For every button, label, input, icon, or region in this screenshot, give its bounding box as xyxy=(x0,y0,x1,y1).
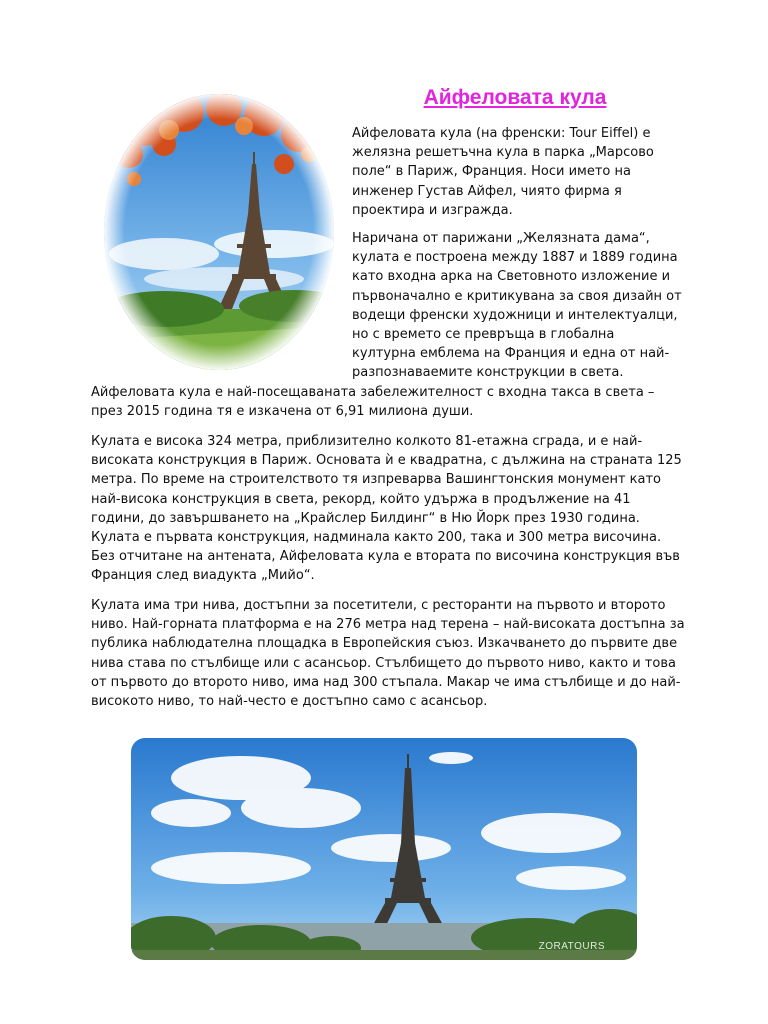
eiffel-tower-autumn-photo xyxy=(104,94,334,370)
paragraph-history: Наричана от парижани „Желязната дама“, кулата е построена между 1887 и 1889 година като входна арка на Световното изложение и първоначално е критикувана за своя дизайн от водещи френски художници и интелектуалци, но с времето се превръща в глобална културна емблема на Франция и една от най-разпознаваемите конструкции в света. xyxy=(352,231,682,381)
photo-watermark: ZORATOURS xyxy=(538,941,605,952)
paragraph-levels: Кулата има три нива, достъпни за посетители, с ресторанти на първото и второто ниво. Най-горната платформа е на 276 метра над терена – най-високата достъпна за публика наблюдателна площадка в Европейския съюз. Изкачването до първите две нива става по стълбище или с асансьор. Стълбището до първото ниво, както и това от първото до второто ниво, има над 300 стъпала. Макар че има стълбище и до най-високото ниво, то най-често е достъпно само с асансьор. xyxy=(91,598,685,710)
paragraph-visitors: Айфеловата кула е най-посещаваната забележителност с входна такса в света – през 2015 година тя е изкачена от 6,91 милиона души. xyxy=(91,385,655,420)
paragraph-intro: Айфеловата кула (на френски: Tour Eiffel) е желязна решетъчна кула в парка „Марсово поле“ в Париж, Франция. Носи името на инженер Густав Айфел, чиято фирма я проектира и изгражда. xyxy=(352,126,654,218)
page-title: Айфеловата кула xyxy=(423,86,607,109)
eiffel-tower-panorama-photo xyxy=(131,738,637,960)
paragraph-height: Кулата е висока 324 метра, приблизително колкото 81-етажна сграда, и е най-високата конструкция в Париж. Основата ѝ е квадратна, с дължина на страната 125 метра. По време на строителството тя изпреварва Вашингтонския монумент като най-висока конструкция в света, рекорд, който удържа в продължение на 41 години, до завършването на „Крайслер Билдинг“ в Ню Йорк през 1930 година. Кулата е първата конструкция, надминала както 200, така и 300 метра височина. Без отчитане на антената, Айфеловата кула е втората по височина конструкция във Франция след виадукта „Мийо“. xyxy=(91,434,682,584)
